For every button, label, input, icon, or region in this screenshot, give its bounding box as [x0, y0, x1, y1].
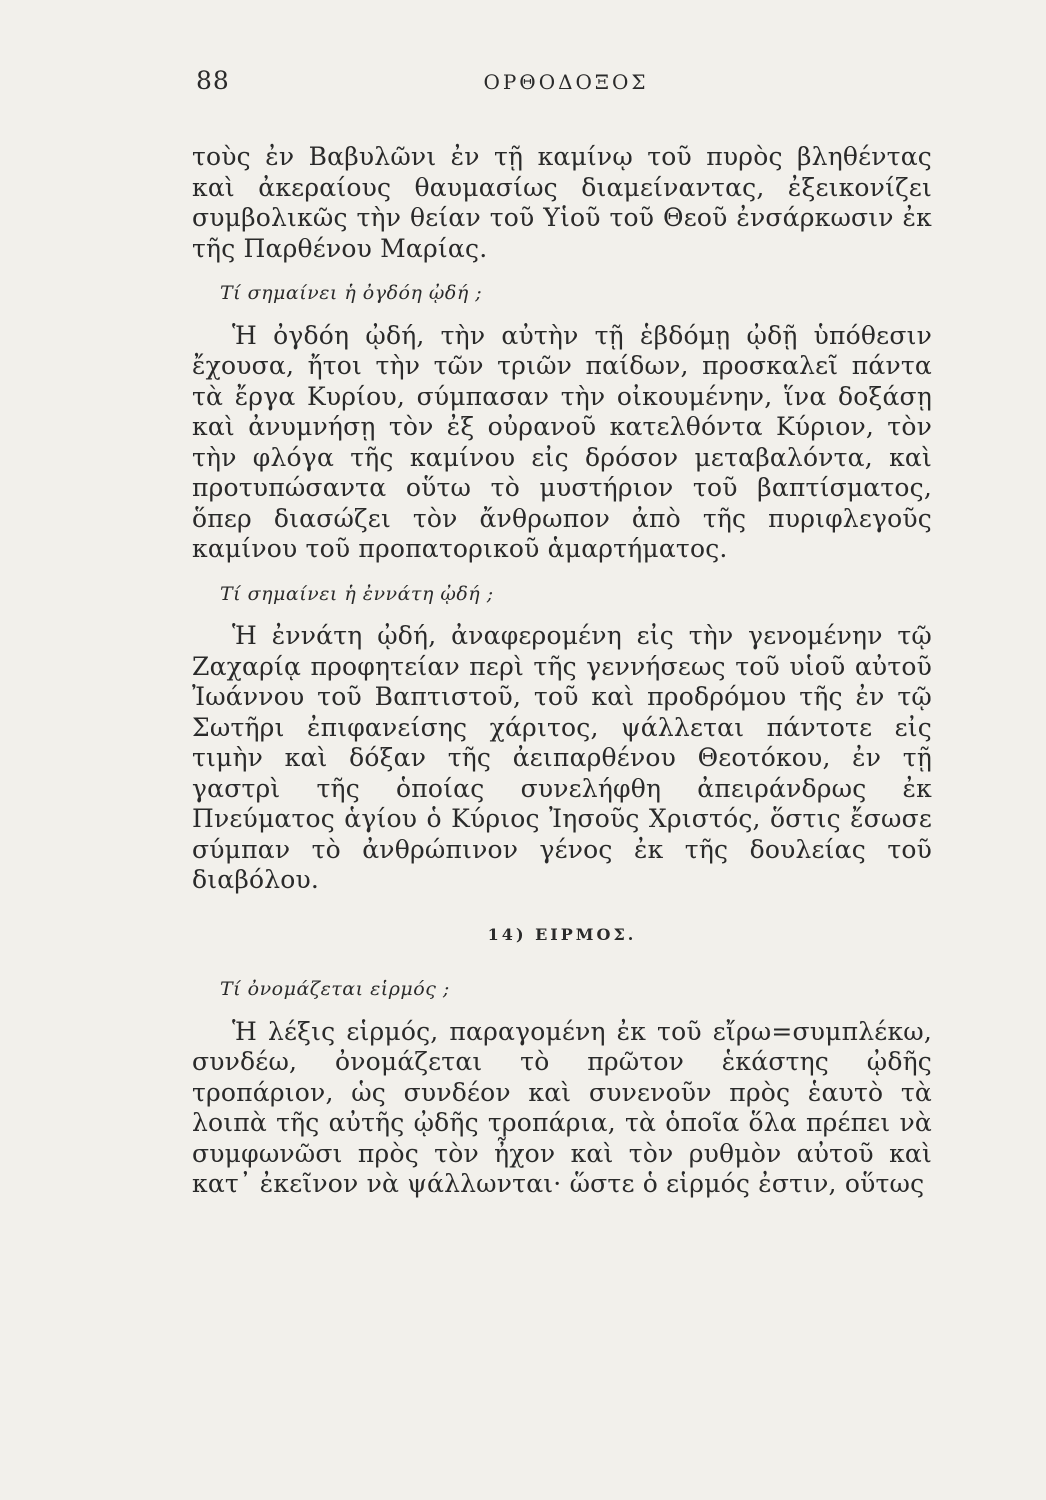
paragraph-continuation: τοὺς ἐν Βαβυλῶνι ἐν τῇ καμίνῳ τοῦ πυρὸς βληθέντας καὶ ἀκεραίους θαυμασίως διαμείναντας, ἐξεικονίζει συμβολικῶς τὴν θείαν τοῦ Υἱοῦ τοῦ Θεοῦ ἐνσάρκωσιν ἐκ τῆς Παρθένου Μαρίας.: [192, 142, 932, 263]
body-text: [192, 142, 932, 1200]
answer-heirmos: Ἡ λέξις εἱρμός, παραγομένη ἐκ τοῦ εἴρω=συμπλέκω, συνδέω, ὀνομάζεται τὸ πρῶτον ἑκάστης ᾠδῆς τροπάριον, ὡς συνδέον καὶ συνενοῦν πρὸς ἑαυτὸ τὰ λοιπὰ τῆς αὐτῆς ᾠδῆς τροπάρια, τὰ ὁποῖα ὅλα πρέπει νὰ συμφωνῶσι πρὸς τὸν ἦχον καὶ τὸν ρυθμὸν αὐτοῦ καὶ κατ᾿ ἐκεῖνον νὰ ψάλλωνται· ὥστε ὁ εἱρμός ἐστιν, οὕτως: [192, 1016, 932, 1198]
question-ninth-ode: Τί σημαίνει ἡ ἐννάτη ᾠδή ;: [220, 582, 494, 605]
question-heirmos: Τί ὀνομάζεται εἱρμός ;: [220, 978, 450, 1000]
answer-eighth-ode: Ἡ ὀγδόη ᾠδή, τὴν αὐτὴν τῇ ἑβδόμῃ ᾠδῇ ὑπόθεσιν ἔχουσα, ἤτοι τὴν τῶν τριῶν παίδων, προσκαλεῖ πάντα τὰ ἔργα Κυρίου, σύμπασαν τὴν οἰκουμένην, ἵνα δοξάσῃ καὶ ἀνυμνήσῃ τὸν ἐξ οὐρανοῦ κατελθόντα Κύριον, τὸν τὴν φλόγα τῆς καμίνου εἰς δρόσον μεταβαλόντα, καὶ προτυπώσαντα οὕτω τὸ μυστήριον τοῦ βαπτίσματος, ὅπερ διασώζει τὸν ἄνθρωπον ἀπὸ τῆς πυριφλεγοῦς καμίνου τοῦ προπατορικοῦ ἁμαρτήματος.: [192, 320, 932, 563]
section-heading: 14) ΕΙΡΜΟΣ.: [487, 924, 637, 944]
running-title: ΟΡΘΟΔΟΞΟΣ: [483, 70, 649, 94]
question-eighth-ode: Τί σημαίνει ἡ ὀγδόη ᾠδή ;: [220, 282, 483, 304]
page-header: [196, 66, 896, 106]
page-number: 88: [196, 66, 230, 95]
answer-ninth-ode: Ἡ ἐννάτη ᾠδή, ἀναφερομένη εἰς τὴν γενομένην τῷ Ζαχαρίᾳ προφητείαν περὶ τῆς γεννήσεως τοῦ υἱοῦ αὐτοῦ Ἰωάννου τοῦ Βαπτιστοῦ, τοῦ καὶ προδρόμου τῆς ἐν τῷ Σωτῆρι ἐπιφανείσης χάριτος, ψάλλεται πάντοτε εἰς τιμὴν καὶ δόξαν τῆς ἀειπαρθένου Θεοτόκου, ἐν τῇ γαστρὶ τῆς ὁποίας συνελήφθη ἀπειράνδρως ἐκ Πνεύματος ἁγίου ὁ Κύριος Ἰησοῦς Χριστός, ὅστις ἔσωσε σύμπαν τὸ ἀνθρώπινον γένος ἐκ τῆς δουλείας τοῦ διαβόλου.: [192, 621, 932, 894]
